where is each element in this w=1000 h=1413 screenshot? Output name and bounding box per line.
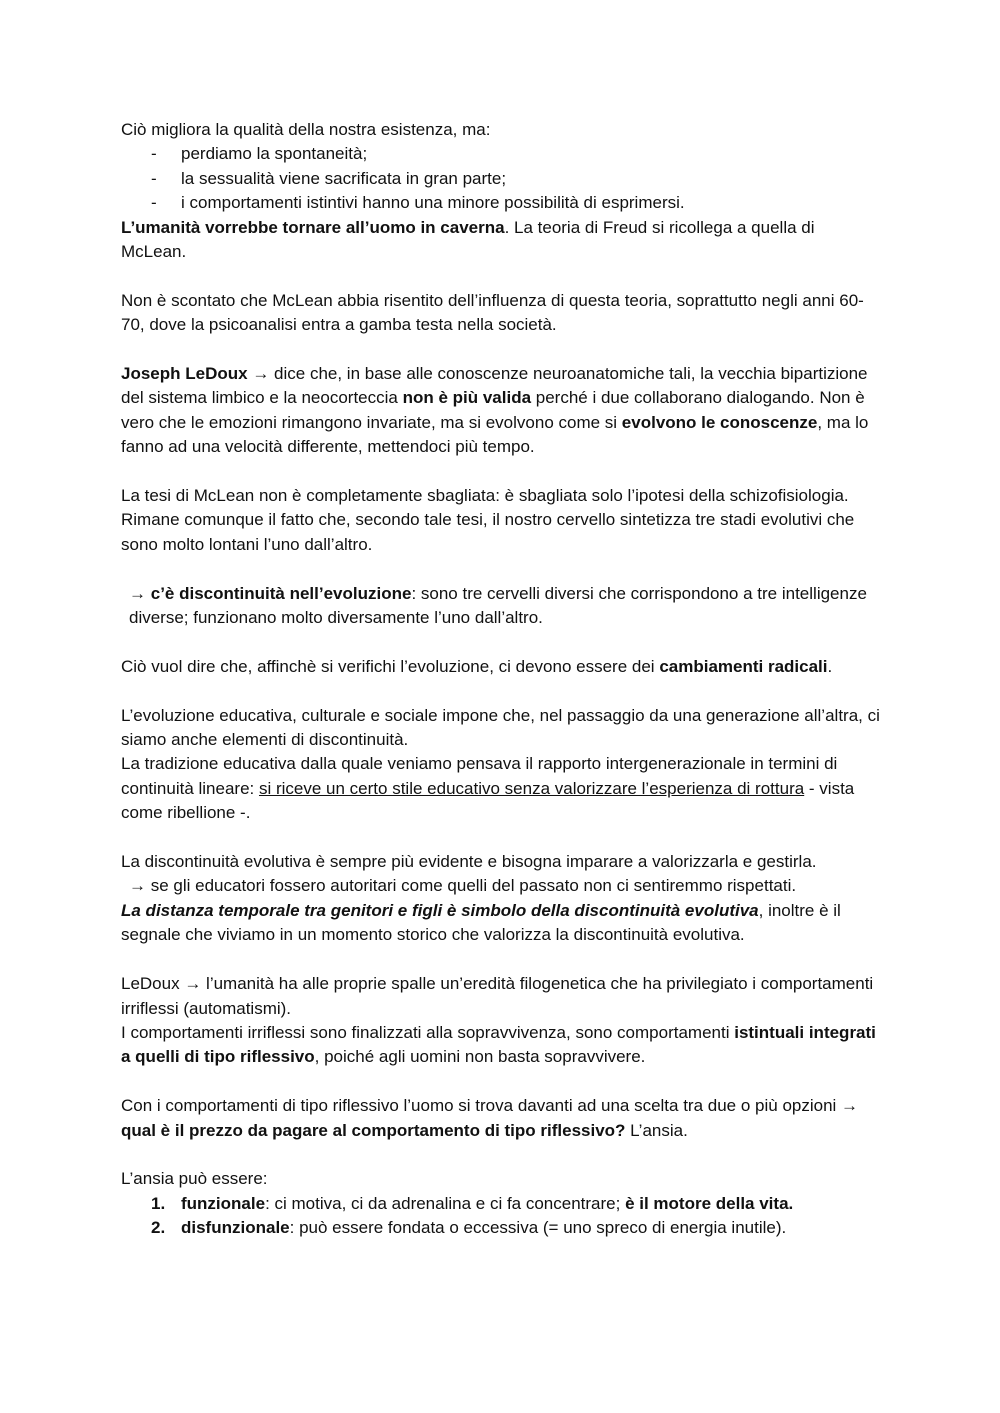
numbered-list bbox=[121, 1192, 881, 1241]
list-item-text: i comportamenti istintivi hanno una minore possibilità di esprimersi. bbox=[181, 193, 685, 213]
text-run: , poiché agli uomini non basta sopravvivere. bbox=[314, 1047, 646, 1067]
paragraph-reflective-behaviors bbox=[121, 1094, 881, 1143]
document-page bbox=[121, 118, 881, 1241]
bold-text: funzionale bbox=[181, 1193, 266, 1213]
paragraph-radical-changes bbox=[121, 655, 881, 679]
text-run: La tradizione educativa dalla quale veniamo pensava il rapporto intergenerazionale in termini di continuità lineare: bbox=[121, 754, 838, 798]
paragraph-unreflective-behaviors bbox=[121, 1021, 881, 1070]
text-run: → dice che, in base alle conoscenze neuroanatomiche tali, la vecchia bipartizione del sistema limbico e la neocorteccia bbox=[121, 364, 868, 408]
paragraph-educators: → se gli educatori fossero autoritari come quelli del passato non ci sentiremmo rispettati. bbox=[129, 876, 797, 896]
list-marker: - bbox=[151, 168, 157, 188]
text-run: . bbox=[827, 656, 833, 676]
bold-text: qual è il prezzo da pagare al comportamento di tipo riflessivo? bbox=[121, 1120, 626, 1140]
text-run: I comportamenti irriflessi sono finalizzati alla sopravvivenza, sono comportamenti bbox=[121, 1022, 735, 1042]
paragraph-tradition bbox=[121, 752, 881, 825]
underlined-text: si riceve un certo stile educativo senza valorizzare l’esperienza di rottura bbox=[258, 778, 805, 798]
text-run: , inoltre è il segnale che viviamo in un momento storico che valorizza la discontinuità evolutiva. bbox=[121, 900, 841, 945]
bold-text: c’è discontinuità nell’evoluzione bbox=[150, 583, 412, 603]
paragraph-educational-evolution: L’evoluzione educativa, culturale e sociale impone che, nel passaggio da una generazione all’altra, ci siamo anche elementi di discontinuità. bbox=[121, 705, 880, 750]
list-marker: 1. bbox=[151, 1193, 166, 1213]
bold-text: Joseph LeDoux bbox=[121, 364, 248, 384]
bold-text: non è più valida bbox=[402, 388, 532, 408]
text-run: - vista come ribellione -. bbox=[121, 778, 855, 823]
arrow-text: → bbox=[129, 583, 151, 603]
list-item bbox=[121, 1216, 881, 1240]
text-run: . La teoria di Freud si ricollega a quella di McLean. bbox=[121, 217, 815, 262]
paragraph-discontinuity bbox=[121, 582, 881, 631]
paragraph-ledoux-heritage: LeDoux → l’umanità ha alle proprie spalle un’eredità filogenetica che ha privilegiato i comportamenti irriflessi (automatismi). bbox=[121, 974, 874, 1018]
list-marker: - bbox=[151, 144, 157, 164]
text-run: : ci motiva, ci da adrenalina e ci fa concentrare; bbox=[265, 1193, 626, 1213]
bold-text: cambiamenti radicali bbox=[659, 656, 828, 676]
list-marker: - bbox=[151, 193, 157, 213]
paragraph-anxiety-intro: L’ansia può essere: bbox=[121, 1169, 268, 1189]
bold-italic-text: La distanza temporale tra genitori e figli è simbolo della discontinuità evolutiva bbox=[121, 900, 759, 920]
list-item-text: perdiamo la spontaneità; bbox=[181, 144, 368, 164]
text-run: Ciò vuol dire che, affinchè si verifichi l’evoluzione, ci devono essere dei bbox=[121, 656, 660, 676]
paragraph-temporal-distance bbox=[121, 899, 881, 948]
paragraph-ledoux bbox=[121, 362, 881, 460]
paragraph-evolutive-discontinuity: La discontinuità evolutiva è sempre più evidente e bisogna imparare a valorizzarla e gestirla. bbox=[121, 852, 817, 872]
bold-text: è il motore della vita. bbox=[625, 1193, 794, 1213]
bold-text: istintuali integrati a quelli di tipo riflessivo bbox=[121, 1022, 876, 1067]
text-run: : può essere fondata o eccessiva (= uno spreco di energia inutile). bbox=[289, 1218, 787, 1238]
bold-text: disfunzionale bbox=[181, 1218, 290, 1238]
bold-text: evolvono le conoscenze bbox=[621, 412, 818, 432]
text-run: , ma lo fanno ad una velocità differente, mettendoci più tempo. bbox=[121, 412, 869, 457]
text-run: L’ansia. bbox=[625, 1120, 688, 1140]
bold-text: L’umanità vorrebbe tornare all’uomo in caverna bbox=[121, 217, 505, 237]
text-run: perché i due collaborano dialogando. Non è vero che le emozioni rimangono invariate, ma si evolvono come si bbox=[121, 388, 865, 432]
text-run: Con i comportamenti di tipo riflessivo l’uomo si trova davanti ad una scelta tra due o più opzioni → bbox=[121, 1096, 859, 1116]
paragraph-intro: Ciò migliora la qualità della nostra esistenza, ma: bbox=[121, 120, 491, 139]
paragraph-freud bbox=[121, 216, 881, 265]
list-item bbox=[121, 142, 881, 166]
text-run: : sono tre cervelli diversi che corrispondono a tre intelligenze diverse; funzionano molto diversamente l’uno dall’altro. bbox=[129, 583, 867, 628]
list-item bbox=[121, 167, 881, 191]
list-item-text: la sessualità viene sacrificata in gran parte; bbox=[181, 168, 507, 188]
list-marker: 2. bbox=[151, 1218, 166, 1238]
list-item bbox=[121, 1192, 881, 1216]
paragraph-mclean-influence: Non è scontato che McLean abbia risentito dell’influenza di questa teoria, soprattutto negli anni 60-70, dove la psicoanalisi entra a gamba testa nella società. bbox=[121, 290, 864, 335]
list-item bbox=[121, 191, 881, 215]
dash-list bbox=[121, 142, 881, 215]
paragraph-mclean-thesis: La tesi di McLean non è completamente sbagliata: è sbagliata solo l’ipotesi della schizofisiologia. Rimane comunque il fatto che, secondo tale tesi, il nostro cervello sintetizza tre stadi evolutivi che sono molto lontani l’uno dall’altro. bbox=[121, 486, 855, 554]
